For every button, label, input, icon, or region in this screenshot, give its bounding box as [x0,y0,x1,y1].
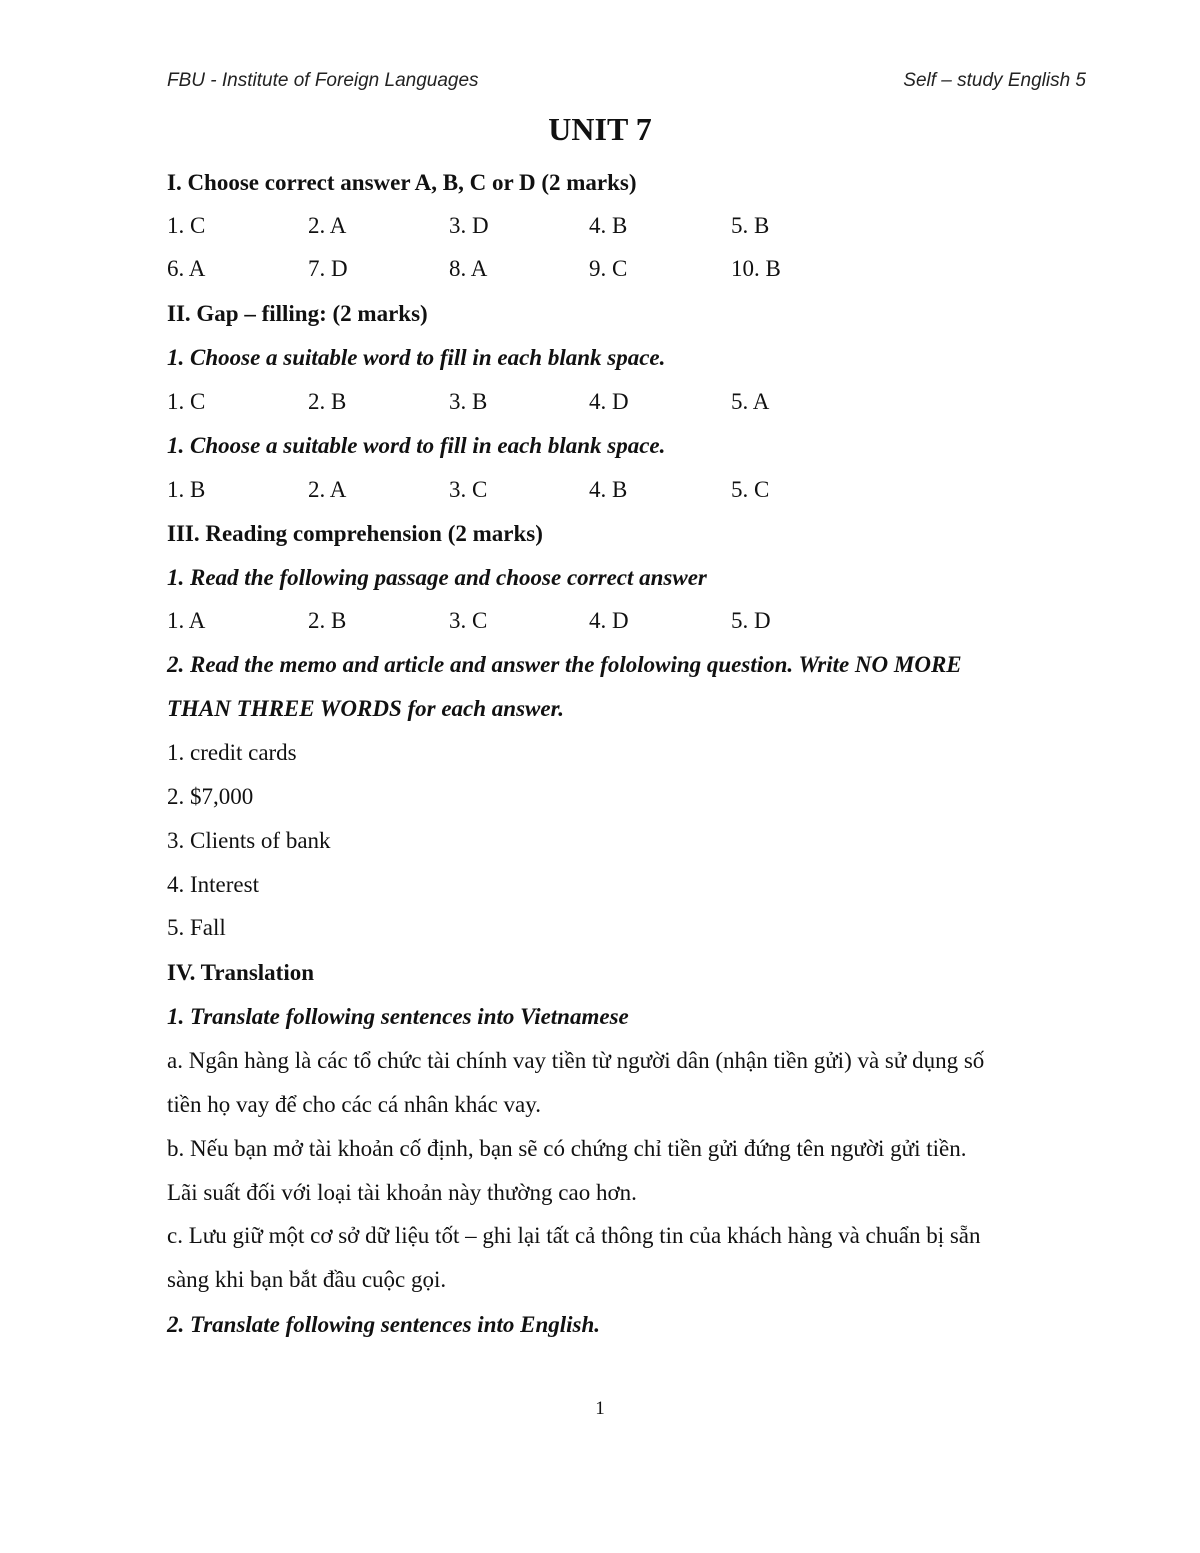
answer-item: 10. B [731,256,781,281]
answer-item: 2. A [308,213,347,238]
header-institute: FBU - Institute of Foreign Languages [167,70,479,91]
section-4-heading: IV. Translation [167,960,314,985]
answer-item: 3. B [449,389,488,414]
answer-item: 3. C [449,608,488,633]
answer-item: 2. B [308,608,347,633]
answer-item: 4. B [589,213,628,238]
page-title: UNIT 7 [548,111,652,147]
answer-item: 2. A [308,477,347,502]
answer-item: 4. D [589,389,629,414]
section-4-part-1-instruction: 1. Translate following sentences into Vietnamese [167,1004,629,1029]
answer-item: 1. C [167,213,206,238]
answer-item: 1. C [167,389,206,414]
translation-line: c. Lưu giữ một cơ sở dữ liệu tốt – ghi lại tất cả thông tin của khách hàng và chuẩn bị sẵn [167,1223,981,1248]
translation-line: b. Nếu bạn mở tài khoản cố định, bạn sẽ có chứng chỉ tiền gửi đứng tên người gửi tiền. [167,1136,967,1161]
answer-item: 7. D [308,256,348,281]
section-2-part-1-instruction: 1. Choose a suitable word to fill in each blank space. [167,345,666,370]
answer-item: 1. B [167,477,206,502]
answer-item: 3. D [449,213,489,238]
answer-item: 8. A [449,256,488,281]
section-4-part-2-instruction: 2. Translate following sentences into English. [167,1312,601,1337]
answer-item: 5. B [731,213,770,238]
page-number: 1 [595,1398,605,1419]
answer-item: 6. A [167,256,206,281]
header-course: Self – study English 5 [903,70,1086,91]
translation-line: Lãi suất đối với loại tài khoản này thường cao hơn. [167,1180,637,1205]
answer-item: 9. C [589,256,628,281]
section-3-part-1-instruction: 1. Read the following passage and choose correct answer [167,565,707,590]
section-2-part-2-instruction: 1. Choose a suitable word to fill in each blank space. [167,433,666,458]
answer-item: 4. D [589,608,629,633]
short-answer: 5. Fall [167,915,226,940]
short-answer: 4. Interest [167,872,259,897]
answer-item: 2. B [308,389,347,414]
answer-item: 5. C [731,477,770,502]
answer-item: 4. B [589,477,628,502]
short-answer: 2. $7,000 [167,784,254,809]
short-answer: 3. Clients of bank [167,828,331,853]
section-2-heading: II. Gap – filling: (2 marks) [167,301,428,326]
translation-line: tiền họ vay để cho các cá nhân khác vay. [167,1092,541,1117]
section-3-part-2-instruction-cont: THAN THREE WORDS for each answer. [167,696,565,721]
section-1-heading: I. Choose correct answer A, B, C or D (2 marks) [167,170,637,195]
translation-line: sàng khi bạn bắt đầu cuộc gọi. [167,1267,447,1292]
answer-item: 3. C [449,477,488,502]
section-3-part-2-instruction: 2. Read the memo and article and answer the fololowing question. Write NO MORE [167,652,962,677]
answer-item: 1. A [167,608,206,633]
translation-line: a. Ngân hàng là các tổ chức tài chính vay tiền từ người dân (nhận tiền gửi) và sử dụng số [167,1048,985,1073]
section-3-heading: III. Reading comprehension (2 marks) [167,521,543,546]
answer-item: 5. A [731,389,770,414]
short-answer: 1. credit cards [167,740,297,765]
answer-item: 5. D [731,608,771,633]
